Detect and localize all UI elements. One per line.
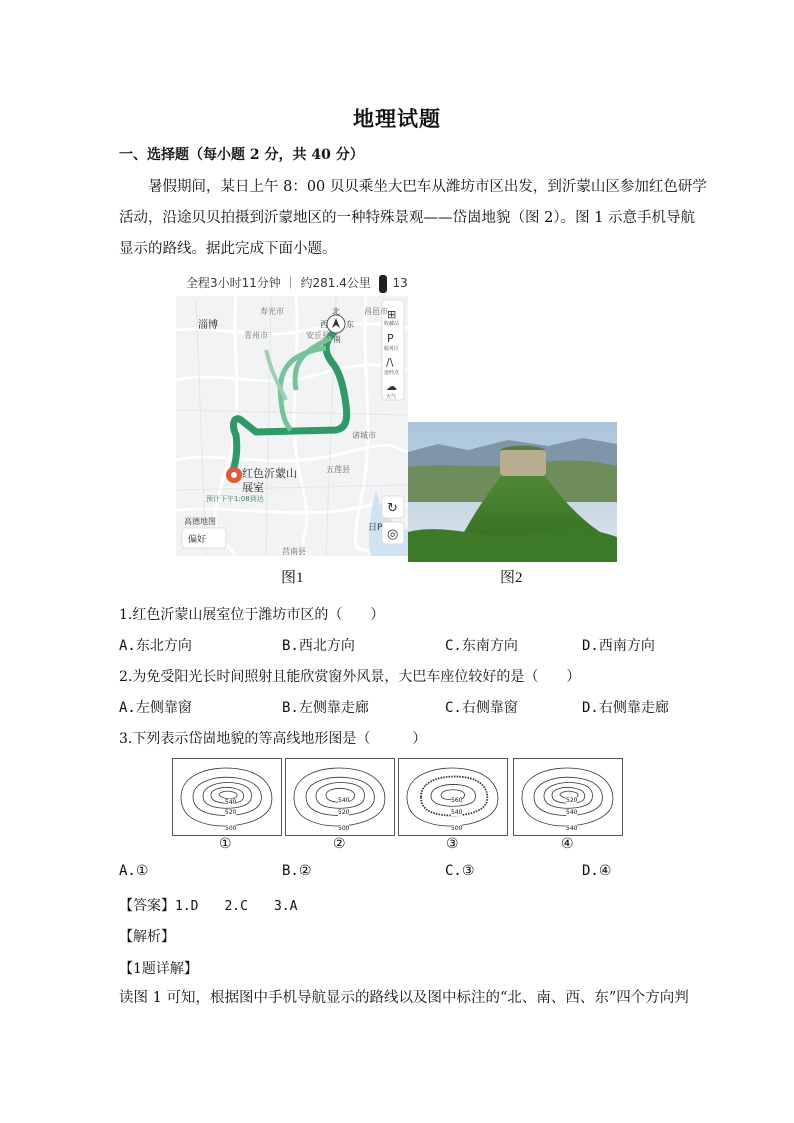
- contour-3-numeral: ③: [446, 836, 459, 852]
- contour-4-label-inner: 520: [566, 797, 578, 804]
- map-label-zibo: 淄博: [198, 320, 218, 331]
- question-3-stem: 3.下列表示岱崮地貌的等高线地形图是（ ）: [119, 731, 427, 747]
- figure2-caption: 图2: [500, 570, 523, 586]
- navigation-map: [176, 270, 408, 556]
- preference-button[interactable]: 偏好: [188, 535, 207, 545]
- q2-option-b[interactable]: B.左侧靠走廊: [282, 700, 369, 716]
- side-button-2[interactable]: 服务区: [384, 346, 400, 352]
- intro-line-2: 活动，沿途贝贝拍摄到沂蒙地区的一种特殊景观——岱崮地貌（图 2）。图 1 示意手机导航: [119, 210, 696, 226]
- route-summary-bar: [176, 270, 408, 296]
- q1-option-c[interactable]: C.东南方向: [445, 638, 518, 654]
- contour-2-label-mid: 520: [338, 809, 350, 816]
- section-heading: 一、选择题（每小题 2 分，共 40 分）: [119, 147, 364, 163]
- map-label-changyi: 昌邑市: [364, 307, 388, 316]
- map-label-shouguang: 寿光市: [260, 307, 284, 316]
- contour-3-label-outer: 500: [451, 825, 463, 832]
- q3-option-a[interactable]: A.①: [119, 863, 149, 879]
- contour-4-label-mid: 540: [566, 809, 578, 816]
- contour-map-4: [513, 758, 623, 836]
- map-label-north: 北: [332, 307, 340, 316]
- page-title: 地理试题: [353, 106, 441, 131]
- traffic-light-count: 13: [392, 276, 408, 290]
- brand-label: 高德地图: [184, 517, 216, 526]
- destination-name-line1: 红色沂蒙山: [242, 467, 297, 480]
- side-button-4[interactable]: 天气: [386, 394, 397, 400]
- route-summary-text: 全程3小时11分钟 ｜ 约281.4公里: [186, 276, 371, 290]
- contour-3-label-mid: 540: [451, 809, 463, 816]
- landform-illustration: [408, 422, 617, 562]
- intro-line-3: 显示的路线。据此完成下面小题。: [119, 241, 337, 257]
- q1-option-d[interactable]: D.西南方向: [582, 638, 655, 654]
- map-label-anqiu: 安丘县: [306, 331, 330, 340]
- q3-option-b[interactable]: B.②: [282, 863, 312, 879]
- detail-text: 读图 1 可知，根据图中手机导航显示的路线以及图中标注的“北、南、西、东”四个方向判: [119, 990, 689, 1006]
- question-2-stem: 2.为免受阳光长时间照射且能欣赏窗外风景，大巴车座位较好的是（ ）: [119, 669, 581, 685]
- svg-text:↻: ↻: [387, 501, 398, 516]
- destination-name-line2: 展室: [242, 481, 264, 494]
- answer-line: [119, 895, 297, 915]
- map-label-rizhao: 日P: [368, 523, 383, 533]
- intro-line-1: 暑假期间，某日上午 8：00 贝贝乘坐大巴车从潍坊市区出发，到沂蒙山区参加红色研学: [148, 179, 707, 195]
- contour-2-numeral: ②: [333, 836, 346, 852]
- q2-option-a[interactable]: A.左侧靠窗: [119, 700, 192, 716]
- answer-values: 1.D 2.C 3.A: [175, 899, 298, 914]
- contour-1-label-outer: 500: [225, 825, 237, 832]
- answer-label: 【答案】: [119, 898, 175, 914]
- analysis-heading: 【解析】: [119, 929, 175, 945]
- contour-4-numeral: ④: [561, 836, 574, 852]
- map-label-qingzhou: 青州市: [244, 331, 268, 340]
- svg-text:P: P: [387, 332, 394, 345]
- contour-4-label-outer: 540: [566, 825, 578, 832]
- contour-1-numeral: ①: [219, 836, 232, 852]
- svg-text:◎: ◎: [387, 527, 399, 542]
- map-label-wulian: 五莲县: [326, 465, 350, 474]
- contour-2-label-outer: 500: [338, 825, 350, 832]
- svg-text:/\: /\: [386, 356, 394, 369]
- map-label-east: 东: [346, 320, 354, 329]
- q2-option-d[interactable]: D.右侧靠走廊: [582, 700, 669, 716]
- svg-text:☁: ☁: [386, 380, 397, 393]
- figure1-caption: 图1: [281, 570, 304, 586]
- contour-map-1: [172, 758, 282, 836]
- q1-option-b[interactable]: B.西北方向: [282, 638, 355, 654]
- traffic-light-icon: [379, 275, 387, 293]
- contour-lines-1: [173, 759, 281, 835]
- q3-option-c[interactable]: C.③: [445, 863, 475, 879]
- q3-option-d[interactable]: D.④: [582, 863, 612, 879]
- side-button-3[interactable]: 途经点: [384, 370, 400, 376]
- contour-1-label-mid: 520: [225, 809, 237, 816]
- detail-heading: 【1题详解】: [119, 961, 198, 977]
- map-label-west: 西: [320, 320, 328, 329]
- map-label-juxian: 莒南县: [282, 547, 306, 556]
- contour-1-label-inner: 540: [225, 799, 237, 806]
- contour-2-label-inner: 540: [338, 797, 350, 804]
- map-label-south: 南: [333, 335, 341, 344]
- contour-map-2: [285, 758, 395, 836]
- eta-label: 预计下午1:08到达: [206, 495, 264, 503]
- side-button-1[interactable]: 收藏站: [384, 321, 400, 327]
- contour-map-3: [398, 758, 508, 836]
- landform-photo: [408, 422, 617, 562]
- q2-option-c[interactable]: C.右侧靠窗: [445, 700, 518, 716]
- map-label-zhucheng: 诸城市: [352, 431, 376, 440]
- q1-option-a[interactable]: A.东北方向: [119, 638, 192, 654]
- contour-3-label-inner: 560: [451, 797, 463, 804]
- svg-text:⊞: ⊞: [387, 308, 397, 321]
- question-1-stem: 1.红色沂蒙山展室位于潍坊市区的（ ）: [119, 607, 385, 623]
